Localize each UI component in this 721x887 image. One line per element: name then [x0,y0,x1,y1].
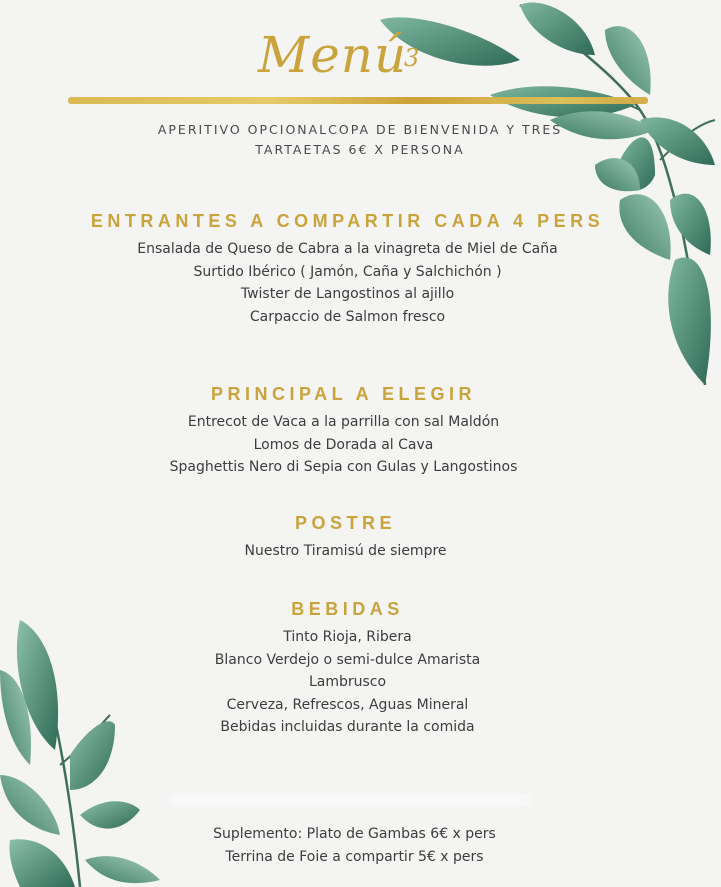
menu-item: Twister de Langostinos al ajillo [240,286,455,302]
menu-item: Blanco Verdejo o semi-dulce Amarista [214,651,481,668]
gold-divider [68,97,648,104]
menu-item: Bebidas incluidas durante la comida [220,719,475,735]
intro-line: TARTAETAS 6€ X PERSONA [255,142,465,157]
section-postre [0,513,706,563]
menu-item: Ensalada de Queso de Cabra a la vinagreta de Miel de Caña [137,241,558,257]
menu-item: Lomos de Dorada al Cava [253,436,434,453]
section-title: PRINCIPAL A ELEGIR [210,384,477,404]
section-title: BEBIDAS [291,599,404,619]
section-entrantes [0,211,708,328]
aperitivo-intro [100,120,620,160]
menu-item: Carpaccio de Salmon fresco [249,308,446,325]
supplements [0,823,715,868]
menu-item: Entrecot de Vaca a la parrilla con sal Maldón [187,414,500,430]
intro-line: APERITIVO OPCIONALCOPA DE BIENVENIDA Y TRES [157,122,563,137]
menu-item: Lambrusco [308,674,387,690]
menu-item: Tinto Rioja, Ribera [283,629,412,645]
supplement-line: Suplemento: Plato de Gambas 6€ x pers [213,826,496,842]
section-principal [0,384,704,479]
menu-item: Nuestro Tiramisú de siempre [244,543,447,559]
menu-item: Cerveza, Refrescos, Aguas Mineral [226,696,469,713]
top-right-leaves-icon [370,0,721,400]
faint-highlight-bar [170,793,530,807]
section-title: ENTRANTES A COMPARTIR CADA 4 PERS [90,211,605,231]
section-title: POSTRE [294,513,396,533]
supplement-line: Terrina de Foie a compartir 5€ x pers [225,848,484,865]
menu-item: Surtido Ibérico ( Jamón, Caña y Salchichón ) [193,263,502,280]
menu-item: Spaghettis Nero di Sepia con Gulas y Langostinos [169,459,518,475]
section-bebidas [0,599,708,739]
menu-title: Menú [258,26,408,84]
menu-number: 3 [404,44,420,72]
